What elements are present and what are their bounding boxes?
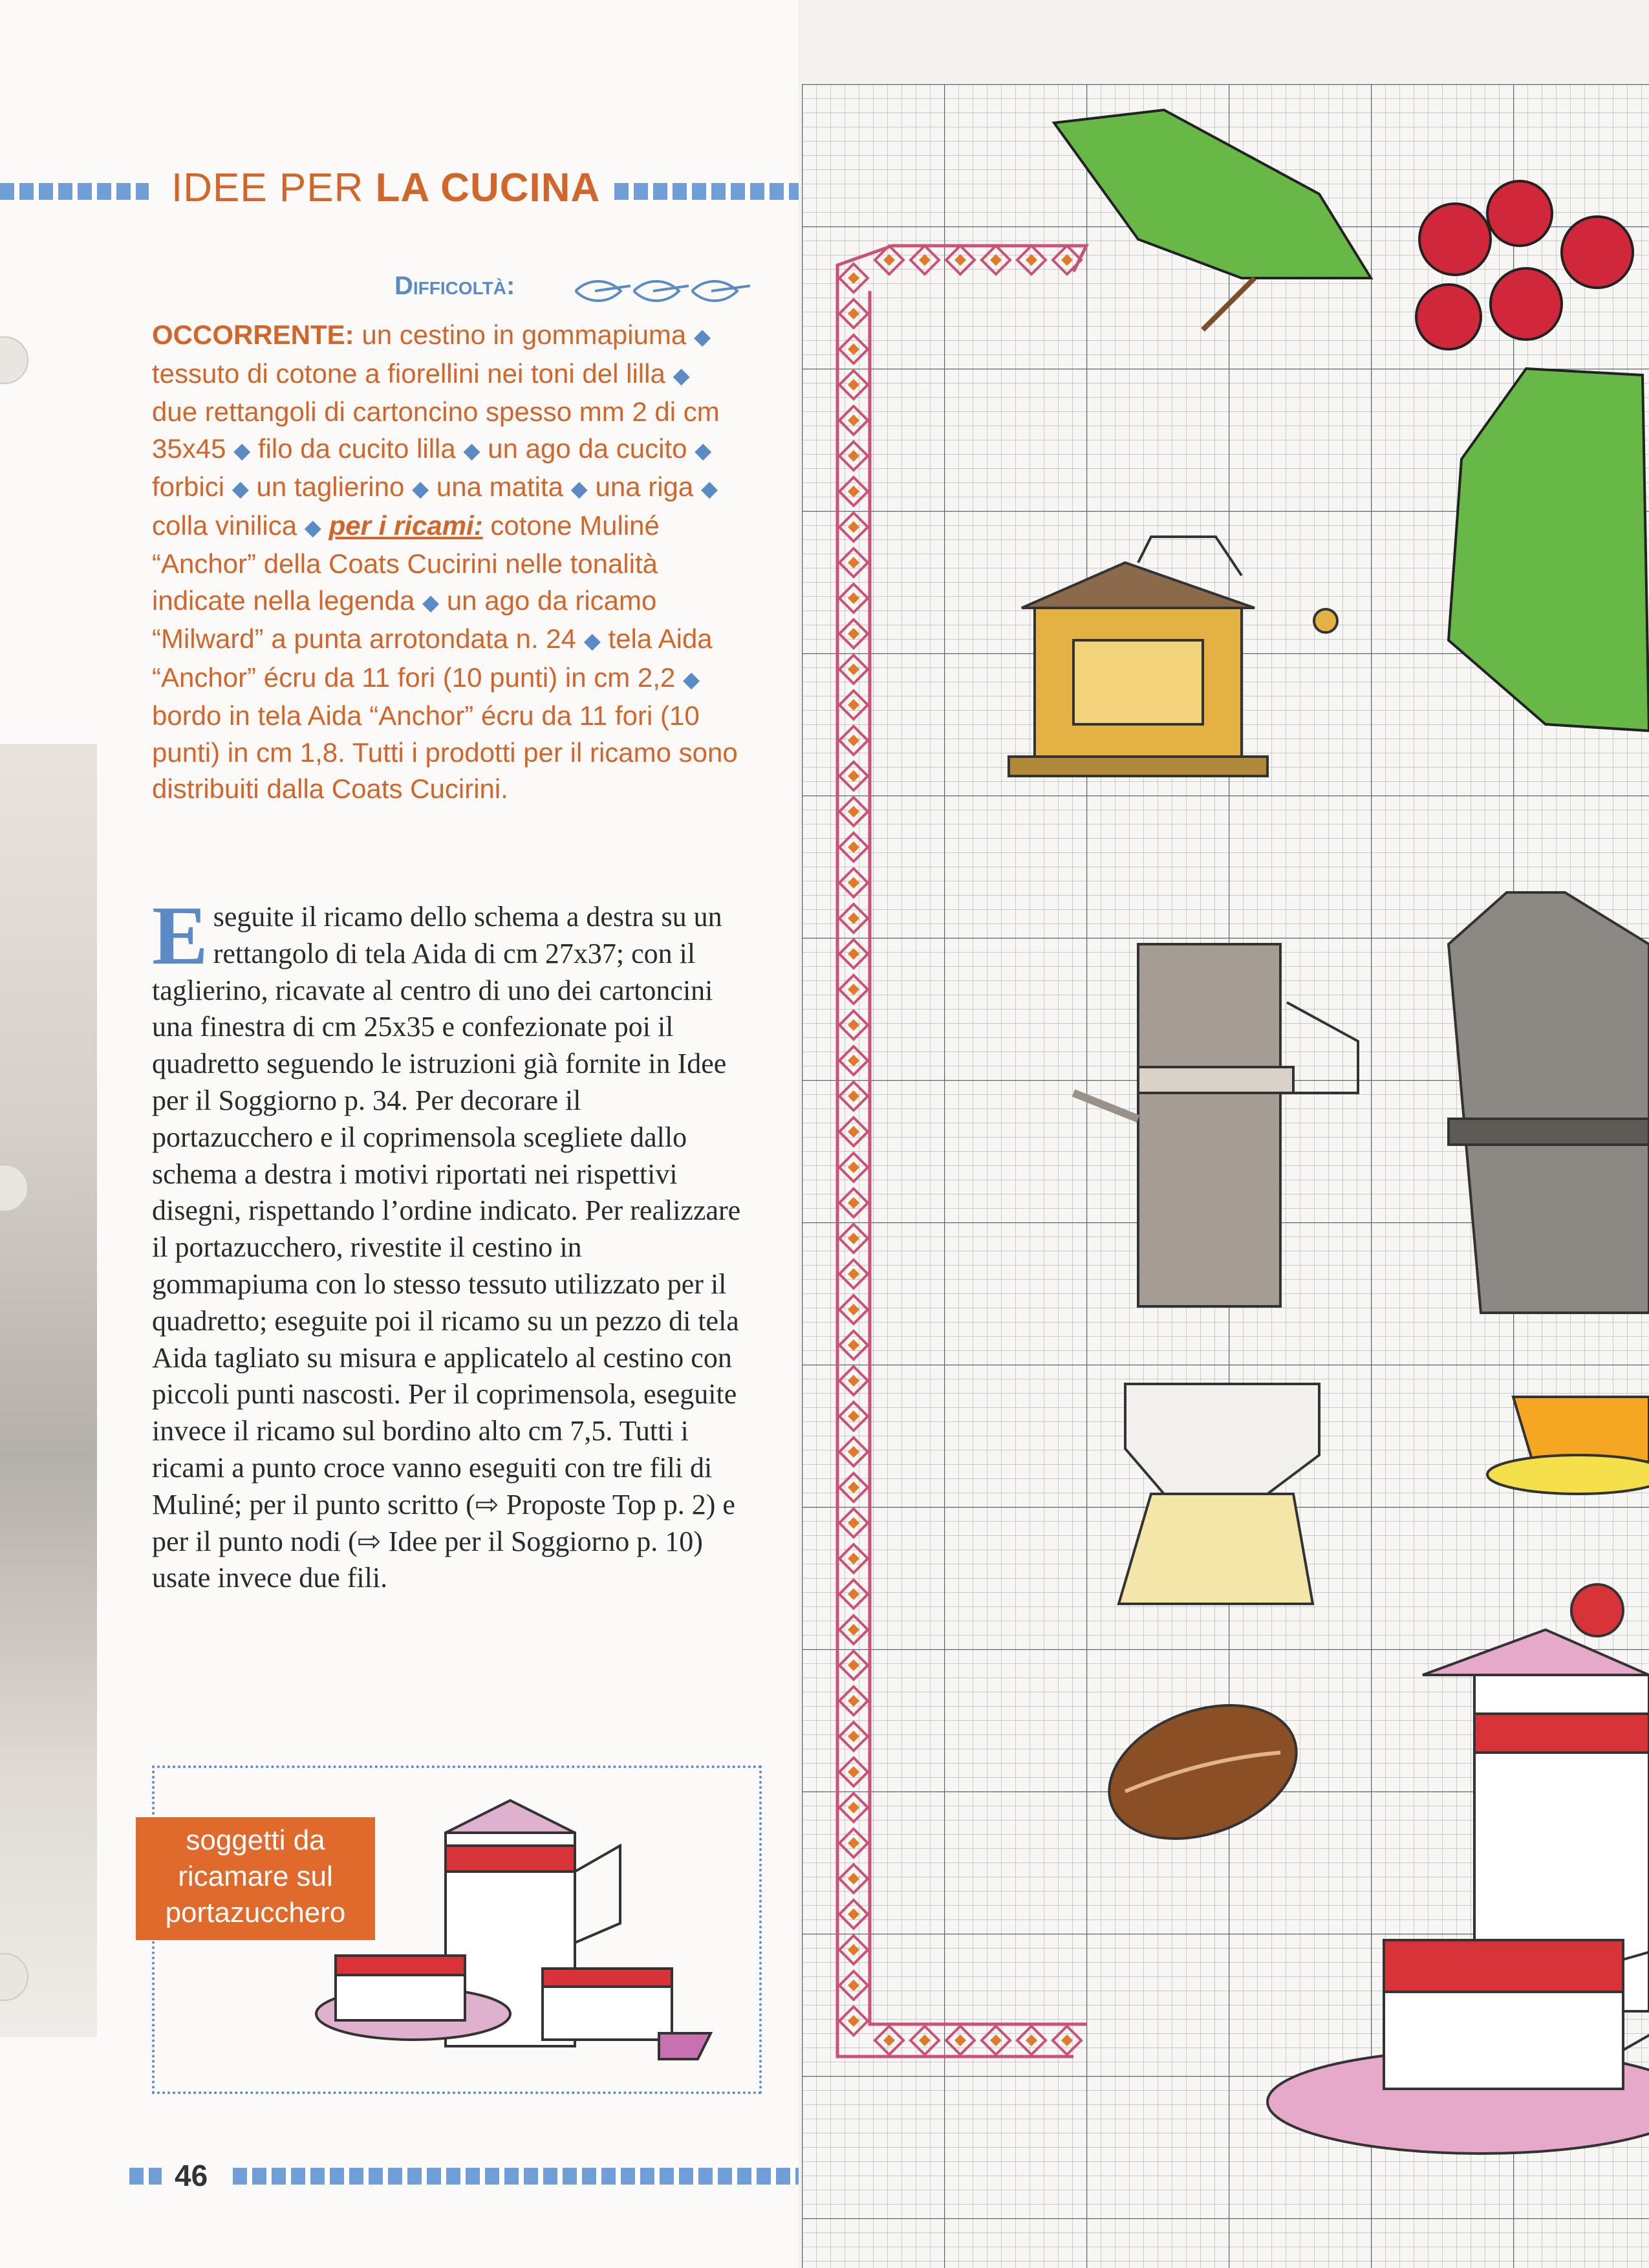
footer-stripe-right [233, 2168, 799, 2185]
footer-stripe-left [129, 2168, 162, 2185]
diamond-bullet-icon: ◆ [412, 477, 429, 501]
moka-pot-icon [1449, 892, 1649, 1313]
diamond-bullet-icon: ◆ [700, 477, 718, 501]
diamond-bullet-icon: ◆ [693, 325, 711, 349]
page-number: 46 [175, 2159, 208, 2192]
diamond-bullet-icon: ◆ [570, 477, 588, 501]
diamond-bullet-icon: ◆ [682, 667, 700, 692]
materials-list: OCCORRENTE: un cestino in gommapiuma ◆ tessuto di cotone a fiorellini nei toni del lilla ◆ due rettangoli di cartoncino spesso mm 2 di cm 35x45 ◆ filo da cucito lilla ◆ un ago da cucito ◆ forbici ◆ un taglierino ◆ una matita ◆ una riga ◆ colla vinilica ◆ per i ricami: cotone Muliné “Anchor” della Coats Cucirini nelle tonalità indicate nella legenda ◆ un ago da ricamo “Milward” a punta arrotondata n. 24 ◆ tela Aida “Anchor” écru da 11 fori (10 punti) in cm 2,2 ◆ bordo in tela Aida “Anchor” écru da 11 fori (10 punti) in cm 1,8. Tutti i prodotti per il ricamo sono distribuiti dalla Coats Cucirini. [152, 319, 738, 804]
instructions-text: Eseguite il ricamo dello schema a destra su un rettangolo di tela Aida di cm 27x37; con il taglierino, ricavate al centro di uno dei cartoncini una finestra di cm 25x35 e confezionate poi il quadretto seguendo le istruzioni già fornite in Idee per il Soggiorno p. 34. Per decorare il portazucchero e il coprimensola scegliete dallo schema a destra i motivi riportati nei rispettivi disegni, rispettando l’ordine indicato. Per realizzare il portazucchero, rivestite il cestino in gommapiuma con lo stesso tessuto utilizzato per il quadretto; eseguite poi il ricamo su un pezzo di tela Aida tagliato su misura e applicatelo al cestino con piccoli punti nascosti. Per il coprimensola, eseguite invece il ricamo sul bordino alto cm 7,5. Tutti i ricami a punto croce vanno eseguiti con tre fili di Muliné; per il punto scritto (⇨ Proposte Top p. 2) e per il punto nodi (⇨ Idee per il Soggiorno p. 10) usate invece due fili. [152, 889, 741, 1594]
diamond-bullet-icon: ◆ [695, 438, 712, 463]
diamond-bullet-icon: ◆ [463, 438, 480, 463]
three-scissors-icon [569, 272, 757, 310]
callout-label: soggetti da ricamare sul portazucchero [136, 1817, 375, 1940]
drop-cap: E [152, 889, 208, 982]
cross-stitch-chart [802, 84, 1649, 2268]
diamond-bullet-icon: ◆ [422, 590, 440, 615]
header-stripe-left [0, 183, 149, 200]
diamond-bullet-icon: ◆ [233, 438, 251, 463]
page-title: IDEE PER LA CUCINA [171, 166, 601, 210]
background-photo-strip [0, 744, 97, 2037]
diamond-bullet-icon: ◆ [583, 629, 601, 653]
diamond-bullet-icon: ◆ [232, 477, 249, 501]
difficulty-label: Difficoltà: [394, 272, 515, 300]
header-stripe-right [614, 183, 799, 200]
diamond-bullet-icon: ◆ [673, 363, 690, 388]
diamond-bullet-icon: ◆ [304, 515, 321, 540]
